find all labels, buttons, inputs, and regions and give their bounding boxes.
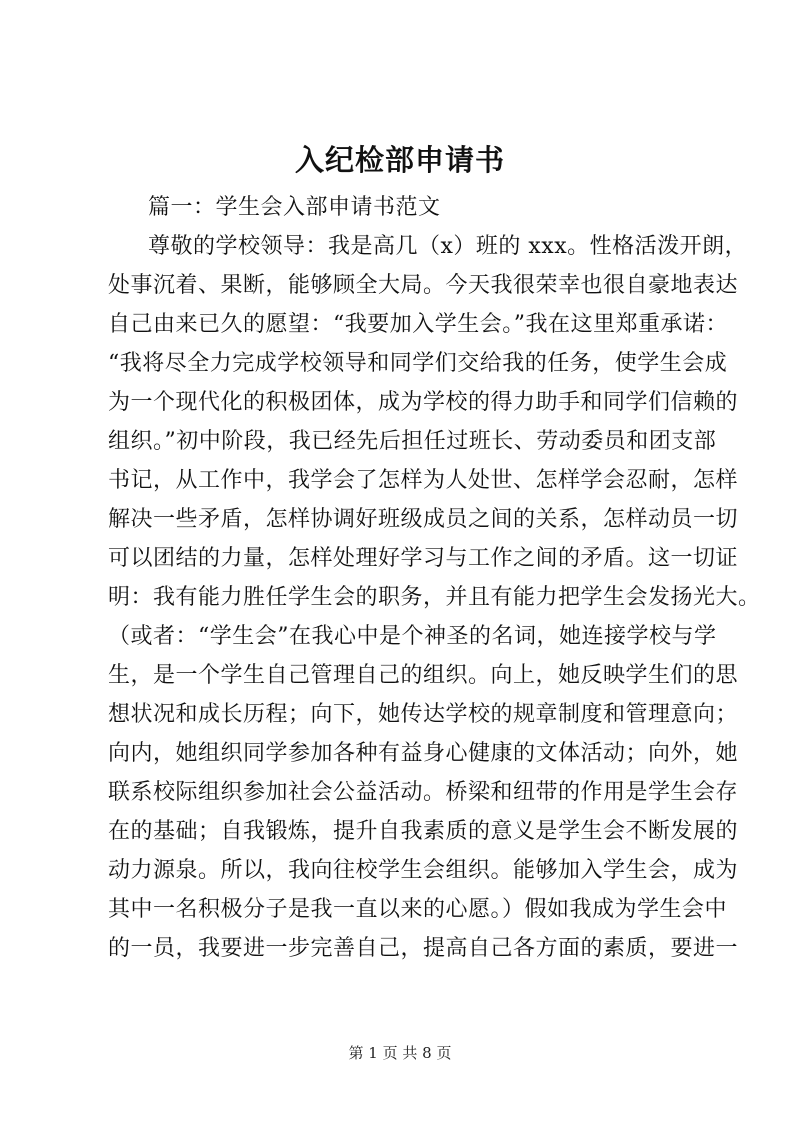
body-line: 在的基础；自我锻炼，提升自我素质的意义是学生会不断发展的: [108, 819, 739, 844]
body-line: 明：我有能力胜任学生会的职务，并且有能力把学生会发扬光大。: [108, 585, 761, 610]
body-line: 书记，从工作中，我学会了怎样为人处世、怎样学会忍耐，怎样: [108, 468, 739, 493]
body-line: （或者：“学生会”在我心中是个神圣的名词，她连接学校与学: [108, 624, 717, 649]
body-line: 尊敬的学校领导：我是高几（x）班的 xxx。性格活泼开朗，: [148, 234, 748, 259]
body-line: 的一员，我要进一步完善自己，提高自己各方面的素质，要进一: [108, 936, 739, 961]
body-line: 其中一名积极分子是我一直以来的心愿。）假如我成为学生会中: [108, 897, 728, 922]
body-line: 生，是一个学生自己管理自己的组织。向上，她反映学生们的思: [108, 663, 739, 688]
body-line: 自己由来已久的愿望：“我要加入学生会。”我在这里郑重承诺：: [108, 312, 728, 337]
body-line: 可以团结的力量，怎样处理好学习与工作之间的矛盾。这一切证: [108, 546, 739, 571]
body-line: 向内，她组织同学参加各种有益身心健康的文体活动；向外，她: [108, 741, 739, 766]
section-heading: 篇一：学生会入部申请书范文: [148, 195, 441, 220]
page-footer: 第 1 页 共 8 页: [348, 1044, 452, 1062]
body-line: 动力源泉。所以，我向往校学生会组织。能够加入学生会，成为: [108, 858, 739, 883]
body-line: 组织。”初中阶段，我已经先后担任过班长、劳动委员和团支部: [108, 429, 717, 454]
body-line: 处事沉着、果断，能够顾全大局。今天我很荣幸也很自豪地表达: [108, 273, 739, 298]
body-line: 想状况和成长历程；向下，她传达学校的规章制度和管理意向；: [108, 702, 739, 727]
body-line: 联系校际组织参加社会公益活动。桥梁和纽带的作用是学生会存: [108, 780, 739, 805]
body-line: 为一个现代化的积极团体，成为学校的得力助手和同学们信赖的: [108, 390, 739, 415]
body-line: 解决一些矛盾，怎样协调好班级成员之间的关系，怎样动员一切: [108, 507, 739, 532]
document-title: 入纪检部申请书: [294, 143, 505, 177]
body-line: “我将尽全力完成学校领导和同学们交给我的任务，使学生会成: [108, 351, 728, 376]
